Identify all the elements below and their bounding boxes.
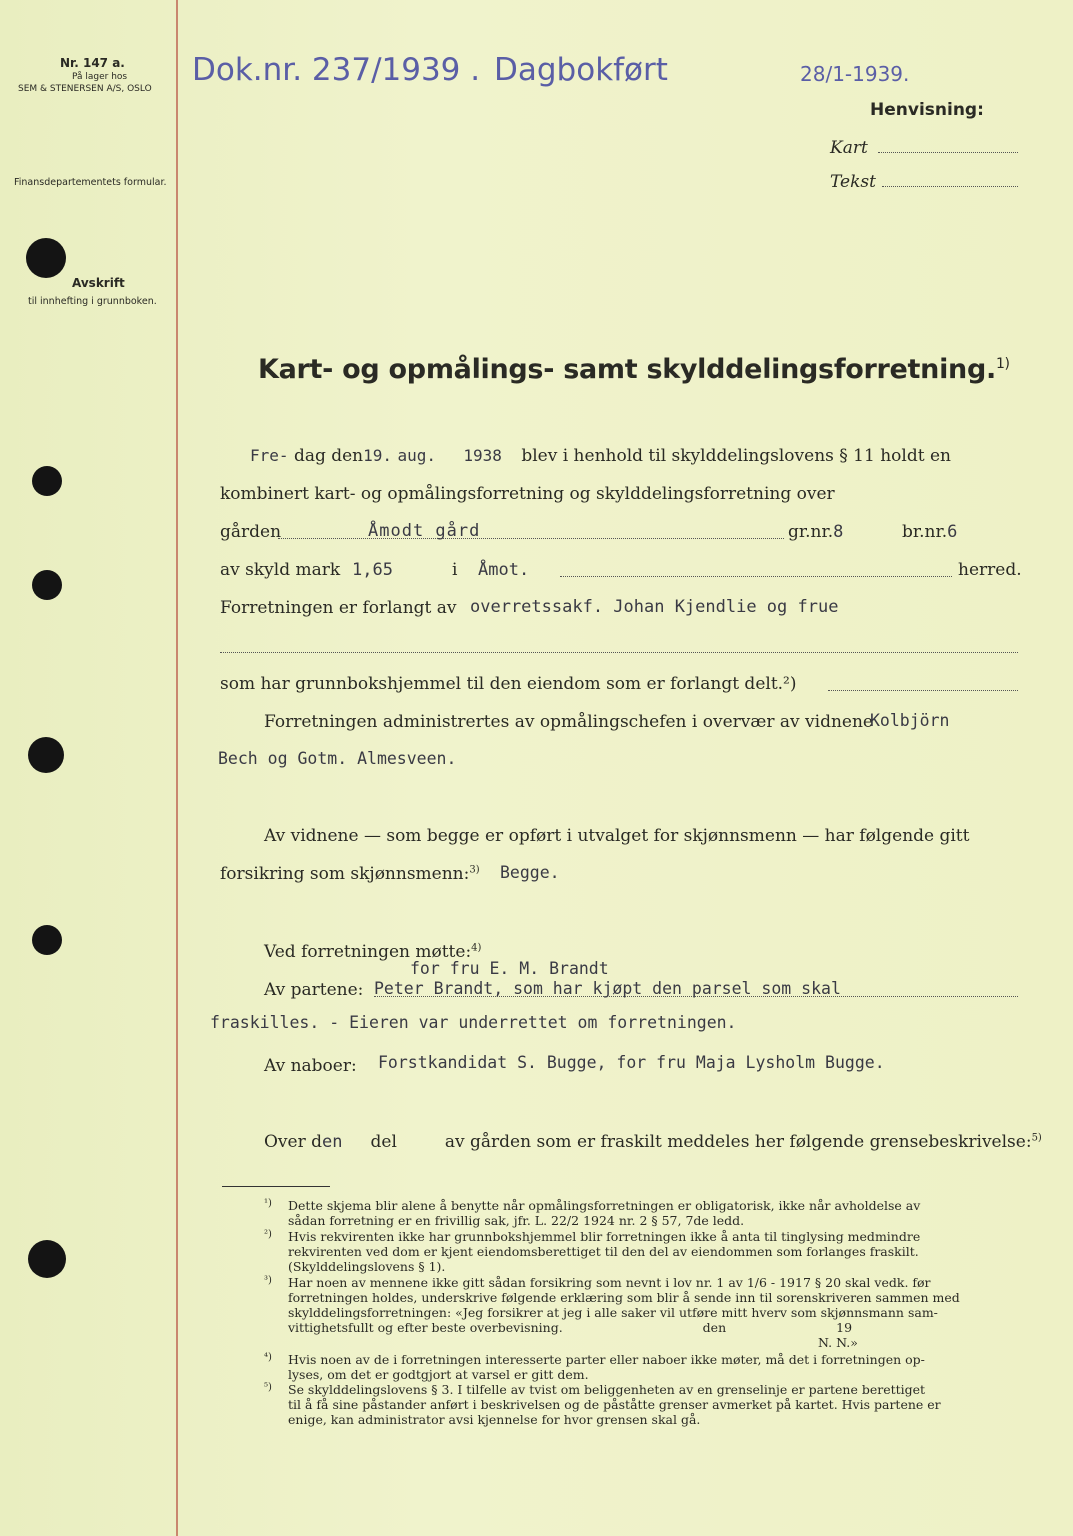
brnr-label: br.nr.6: [902, 522, 958, 542]
footnote-num: ²): [264, 1229, 272, 1240]
printer-line-1: På lager hos: [72, 72, 128, 82]
dagbok-date: 28/1-1939.: [800, 62, 910, 86]
dagbokfort-stamp: Dagbokført: [494, 52, 668, 88]
vidnene-line: Av vidnene — som begge er opført i utvalget for skjønnsmenn — har følgende gitt: [264, 826, 970, 846]
punch-hole: [32, 925, 62, 955]
witness-1: Kolbjörn: [870, 711, 950, 730]
naboer-label: Av naboer:: [264, 1056, 357, 1076]
document-title: Kart- og opmålings- samt skylddelingsforretning.$^{1)}$: [258, 354, 1010, 385]
doc-number-stamp: Dok.nr. 237/1939 .: [192, 52, 481, 88]
naboer-value: Forstkandidat S. Bugge, for fru Maja Lysholm Bugge.: [378, 1053, 885, 1072]
partene-insert: for fru E. M. Brandt: [410, 959, 609, 978]
punch-hole: [28, 737, 64, 773]
forsikring-label: forsikring som skjønnsmenn:$^{3)}$: [220, 864, 480, 884]
skyld-label: av skyld mark: [220, 560, 341, 580]
garden-name: Åmodt gård: [368, 521, 481, 541]
requester: overretssakf. Johan Kjendlie og frue: [470, 597, 839, 617]
grunnbok-dots: [828, 690, 1018, 691]
herred-name: Åmot.: [478, 560, 530, 580]
punch-hole: [32, 466, 62, 496]
partene-value: Peter Brandt, som har kjøpt den parsel som skal: [374, 979, 841, 998]
footnote-3: Har noen av mennene ikke gitt sådan forsikring som nevnt i lov nr. 1 av 1/6 - 1917 § 20 skal vedk. før forretningen holdes, underskrive følgende erklæring som blir å sende inn til sorenskriveren sammen med skylddelingsforretningen: «Jeg forsikrer at jeg i alle saker vil utføre mitt hverv som skjønnsmann sam- vittighetsfullt og efter beste overbevisning. den 19 N. N.»: [288, 1275, 960, 1350]
herred-line: [560, 576, 952, 577]
margin-line: [176, 0, 178, 1536]
tekst-label: Tekst: [830, 172, 876, 192]
administrert-line: Forretningen administrertes av opmålingschefen i overvær av vidnene: [264, 712, 873, 732]
ministry-form: Finansdepartementets formular.: [14, 177, 167, 188]
body-line-2: kombinert kart- og opmålingsforretning og skylddelingsforretning over: [220, 484, 835, 504]
partene-label: Av partene:: [264, 980, 364, 1000]
blank-line: [220, 652, 1018, 653]
herred-label: herred.: [958, 560, 1022, 580]
footnote-5: Se skylddelingslovens § 3. I tilfelle av tvist om beliggenheten av en grenselinje er partene berettiget til å få sine påstander anført i beskrivelsen og de påståtte grenser avmerket på kartet. Hvis partene er enige, kan administrator avsi kjennelse for hvor grensen skal gå.: [288, 1382, 941, 1427]
i-label: i: [452, 560, 458, 580]
garden-line: [278, 538, 784, 539]
punch-hole: [28, 1240, 66, 1278]
grensebeskrivelse-line: Over den del av gården som er fraskilt meddeles her følgende grensebeskrivelse:$^{5)}$: [264, 1132, 1042, 1152]
footnote-1: Dette skjema blir alene å benytte når opmålingsforretningen er obligatorisk, ikke når avholdelse av sådan forretning er en frivillig sak, jfr. L. 22/2 1924 nr. 2 § 57, 7de ledd.: [288, 1198, 921, 1228]
avskrift-note: til innhefting i grunnboken.: [28, 296, 157, 307]
footnote-4: Hvis noen av de i forretningen interesserte parter eller naboer ikke møter, må det i forretningen op- lyses, om det er godtgjort at varsel er gitt dem.: [288, 1352, 925, 1382]
printer-line-2: SEM & STENERSEN A/S, OSLO: [18, 84, 152, 94]
punch-hole: [26, 238, 66, 278]
footnote-num: ¹): [264, 1198, 272, 1209]
avskrift-label: Avskrift: [72, 276, 125, 290]
form-number: Nr. 147 a.: [60, 56, 125, 70]
footnote-num: ⁵): [264, 1382, 272, 1393]
witness-2: Bech og Gotm. Almesveen.: [218, 749, 457, 768]
grunnbok-line: som har grunnbokshjemmel til den eiendom som er forlangt delt.²): [220, 674, 797, 694]
kart-line: [878, 152, 1018, 153]
forlangt-label: Forretningen er forlangt av: [220, 598, 457, 618]
footnote-num: ⁴): [264, 1352, 272, 1363]
partene-line: [374, 996, 1018, 997]
punch-hole: [32, 570, 62, 600]
forsikring-value: Begge.: [500, 863, 560, 882]
footnote-num: ³): [264, 1275, 272, 1286]
footnote-2: Hvis rekvirenten ikke har grunnbokshjemmel blir forretningen ikke å anta til tinglysing medmindre rekvirenten ved dom er kjent eiendomsberettiget til den del av eiendommen som forlanges fraskilt. (Skylddelingslovens § 1).: [288, 1229, 921, 1274]
mote-label: Ved forretningen møtte:$^{4)}$: [264, 942, 482, 962]
skyld-value: 1,65: [352, 560, 393, 580]
kart-label: Kart: [830, 138, 868, 158]
grnr-label: gr.nr.8: [788, 522, 844, 542]
date-line: Fre- dag den19. aug. 1938 blev i henhold til skylddelingslovens § 11 holdt en: [250, 446, 951, 466]
garden-label: gården: [220, 522, 282, 542]
tekst-line: [882, 186, 1018, 187]
footnote-rule: [222, 1186, 330, 1187]
partene-value-2: fraskilles. - Eieren var underrettet om forretningen.: [210, 1013, 737, 1032]
henvisning-label: Henvisning:: [870, 100, 984, 120]
